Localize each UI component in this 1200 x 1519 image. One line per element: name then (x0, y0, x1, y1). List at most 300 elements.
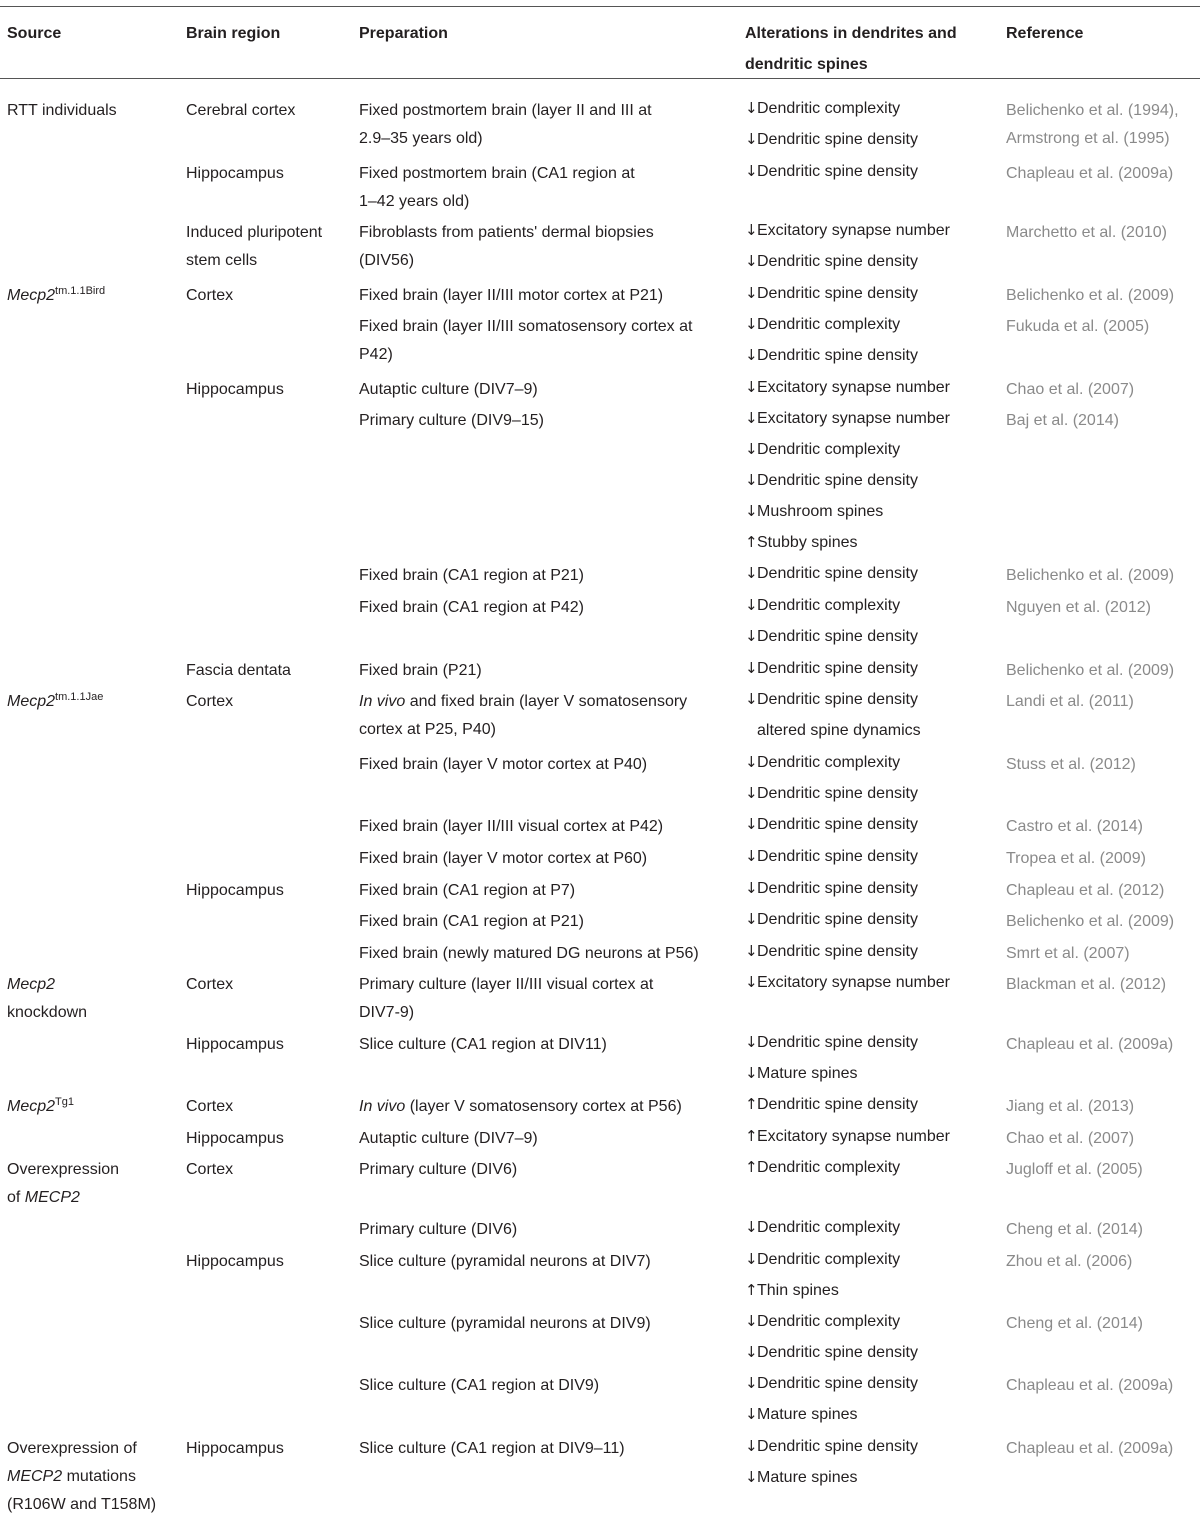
preparation-text: and fixed brain (layer V somatosensory (405, 693, 688, 710)
region-line: Hippocampus (186, 1130, 284, 1147)
preparation-line: Slice culture (CA1 region at DIV9–11) (359, 1440, 625, 1457)
reference-line: Baj et al. (2014) (1006, 412, 1119, 429)
cell-preparation (359, 688, 687, 744)
preparation-line: P42) (359, 346, 393, 363)
region-line: Cortex (186, 287, 234, 304)
cell-reference (1006, 1093, 1134, 1121)
arrow-down-icon: ↓ (745, 471, 758, 489)
cell-brain-region (186, 1248, 284, 1276)
arrow-down-icon: ↓ (745, 815, 758, 833)
alteration-item (745, 1152, 900, 1183)
arrow-down-icon: ↓ (745, 1064, 758, 1082)
cell-preparation (359, 971, 653, 1027)
cell-preparation (359, 313, 692, 369)
source-line: Overexpression (7, 1161, 120, 1178)
cell-preparation (359, 1248, 651, 1276)
cell-brain-region (186, 877, 284, 905)
alteration-label: Dendritic complexity (757, 100, 901, 117)
alteration-item (745, 747, 918, 778)
cell-reference (1006, 376, 1134, 404)
alteration-item (745, 496, 950, 527)
alteration-label: Dendritic complexity (757, 1219, 901, 1236)
alteration-item (745, 590, 918, 621)
cell-source (7, 971, 87, 1027)
alteration-label: Dendritic complexity (757, 754, 901, 771)
cell-brain-region (186, 1125, 284, 1153)
alteration-label: altered spine dynamics (757, 722, 921, 739)
reference-line: Chapleau et al. (2009a) (1006, 1036, 1174, 1053)
alteration-label: Dendritic spine density (757, 1344, 918, 1361)
cell-source (7, 97, 117, 125)
alteration-label: Dendritic spine density (757, 691, 918, 708)
alteration-label: Mushroom spines (757, 503, 884, 520)
preparation-line: Primary culture (DIV9–15) (359, 412, 544, 429)
arrow-down-icon: ↓ (745, 284, 758, 302)
preparation-line: Fibroblasts from patients' dermal biopsies (359, 224, 654, 241)
alteration-label: Dendritic complexity (757, 441, 901, 458)
cell-preparation (359, 657, 482, 685)
cell-alterations (745, 747, 918, 809)
arrow-down-icon: ↓ (745, 1250, 758, 1268)
cell-preparation (359, 908, 584, 936)
alteration-label: Dendritic spine density (757, 565, 918, 582)
source-line: Overexpression of (7, 1440, 137, 1457)
alteration-item (745, 1089, 918, 1120)
alteration-item (745, 124, 918, 155)
cell-alterations (745, 590, 918, 652)
cell-alterations (745, 309, 918, 371)
cell-preparation (359, 813, 663, 841)
cell-alterations (745, 215, 950, 277)
cell-preparation (359, 1435, 625, 1463)
cell-alterations (745, 1431, 918, 1493)
cell-reference (1006, 219, 1167, 247)
alteration-item (745, 558, 918, 589)
header-source: Source (7, 25, 62, 42)
arrow-down-icon: ↓ (745, 221, 758, 239)
alteration-item (745, 873, 918, 904)
alteration-item (745, 1462, 918, 1493)
gene-superscript: tm.1.1Jae (55, 691, 104, 703)
cell-preparation (359, 282, 663, 310)
cell-brain-region (186, 219, 322, 275)
header-preparation: Preparation (359, 25, 448, 42)
reference-line: Jugloff et al. (2005) (1006, 1161, 1143, 1178)
preparation-line: Primary culture (layer II/III visual cortex at (359, 976, 654, 993)
cell-preparation (359, 376, 538, 404)
alteration-label: Mature spines (757, 1065, 858, 1082)
alteration-item (745, 403, 950, 434)
arrow-down-icon: ↓ (745, 784, 758, 802)
region-line: Hippocampus (186, 381, 284, 398)
cell-alterations (745, 684, 921, 746)
cell-reference (1006, 845, 1146, 873)
cell-reference (1006, 1125, 1134, 1153)
alteration-item (745, 1244, 900, 1275)
preparation-line: Fixed brain (newly matured DG neurons at P56) (359, 945, 699, 962)
reference-line: Marchetto et al. (2010) (1006, 224, 1167, 241)
cell-alterations (745, 809, 918, 840)
cell-brain-region (186, 971, 233, 999)
gene-name: Mecp2 (7, 1098, 56, 1115)
cell-preparation (359, 1031, 607, 1059)
cell-preparation (359, 219, 654, 275)
preparation-line: Slice culture (pyramidal neurons at DIV7) (359, 1253, 651, 1270)
cell-reference (1006, 1216, 1143, 1244)
cell-source (7, 1435, 156, 1519)
cell-preparation (359, 562, 584, 590)
arrow-down-icon: ↓ (745, 627, 758, 645)
preparation-line: 2.9–35 years old) (359, 130, 483, 147)
alteration-item (745, 1337, 918, 1368)
alteration-label: Dendritic spine density (757, 1438, 918, 1455)
preparation-line: (DIV56) (359, 252, 415, 269)
arrow-down-icon: ↓ (745, 1312, 758, 1330)
arrow-down-icon: ↓ (745, 252, 758, 270)
arrow-down-icon: ↓ (745, 596, 758, 614)
preparation-line: Fixed brain (CA1 region at P42) (359, 599, 584, 616)
alteration-item (745, 93, 918, 124)
preparation-line: Fixed brain (layer II/III visual cortex at P42) (359, 818, 664, 835)
cell-reference (1006, 1310, 1143, 1338)
cell-alterations (745, 278, 918, 309)
gene-name: Mecp2 (7, 693, 56, 710)
reference-line: Armstrong et al. (1995) (1006, 130, 1170, 147)
arrow-up-icon: ↑ (745, 1127, 758, 1145)
preparation-line: Slice culture (CA1 region at DIV9) (359, 1377, 600, 1394)
cell-alterations (745, 1244, 900, 1306)
alteration-label: Mature spines (757, 1406, 858, 1423)
alteration-label: Stubby spines (757, 534, 858, 551)
reference-line: Belichenko et al. (2009) (1006, 287, 1175, 304)
cell-preparation (359, 940, 699, 968)
arrow-down-icon: ↓ (745, 315, 758, 333)
cell-reference (1006, 813, 1143, 841)
cell-alterations (745, 403, 950, 558)
cell-source (7, 282, 105, 310)
alteration-item (745, 465, 950, 496)
alteration-label: Excitatory synapse number (757, 222, 950, 239)
cell-preparation (359, 594, 584, 622)
alteration-item (745, 156, 918, 187)
reference-line: Belichenko et al. (2009) (1006, 913, 1175, 930)
arrow-down-icon: ↓ (745, 378, 758, 396)
alteration-item (745, 1275, 900, 1306)
cell-reference (1006, 1248, 1132, 1276)
cell-reference (1006, 971, 1166, 999)
alteration-item (745, 621, 918, 652)
preparation-line: Autaptic culture (DIV7–9) (359, 1130, 538, 1147)
alteration-item (745, 1306, 918, 1337)
alteration-label: Dendritic spine density (757, 848, 918, 865)
alteration-item (745, 936, 918, 967)
alteration-label: Dendritic spine density (757, 253, 918, 270)
cell-alterations (745, 1089, 918, 1120)
arrow-down-icon: ↓ (745, 162, 758, 180)
arrow-up-icon: ↑ (745, 1158, 758, 1176)
reference-line: Jiang et al. (2013) (1006, 1098, 1135, 1115)
top-rule (0, 6, 1200, 7)
arrow-down-icon: ↓ (745, 564, 758, 582)
reference-line: Landi et al. (2011) (1006, 693, 1134, 710)
arrow-down-icon: ↓ (745, 942, 758, 960)
cell-reference (1006, 282, 1174, 310)
region-line: Cortex (186, 693, 234, 710)
arrow-down-icon: ↓ (745, 440, 758, 458)
preparation-line: Slice culture (CA1 region at DIV11) (359, 1036, 607, 1053)
cell-preparation (359, 1372, 599, 1400)
cell-reference (1006, 313, 1149, 341)
preparation-line: Fixed brain (CA1 region at P7) (359, 882, 576, 899)
reference-line: Stuss et al. (2012) (1006, 756, 1136, 773)
alteration-label: Dendritic spine density (757, 163, 918, 180)
arrow-down-icon: ↓ (745, 910, 758, 928)
preparation-line: Fixed brain (layer V motor cortex at P40) (359, 756, 648, 773)
cell-reference (1006, 1372, 1173, 1400)
cell-alterations (745, 873, 918, 904)
arrow-down-icon: ↓ (745, 1437, 758, 1455)
preparation-italic: In vivo (359, 1098, 406, 1115)
arrow-down-icon: ↓ (745, 346, 758, 364)
alteration-item (745, 434, 950, 465)
arrow-down-icon: ↓ (745, 130, 758, 148)
cell-alterations (745, 936, 918, 967)
preparation-line: Slice culture (pyramidal neurons at DIV9) (359, 1315, 651, 1332)
source-text: of (7, 1189, 25, 1206)
cell-brain-region (186, 282, 233, 310)
cell-alterations (745, 1027, 918, 1089)
cell-reference (1006, 97, 1179, 153)
alteration-label: Thin spines (757, 1282, 839, 1299)
arrow-down-icon: ↓ (745, 502, 758, 520)
reference-line: Chapleau et al. (2009a) (1006, 1440, 1174, 1457)
arrow-down-icon: ↓ (745, 753, 758, 771)
alteration-item (745, 809, 918, 840)
alteration-label: Dendritic spine density (757, 1375, 918, 1392)
preparation-line: Fixed brain (layer V motor cortex at P60) (359, 850, 648, 867)
cell-reference (1006, 688, 1134, 716)
arrow-up-icon: ↑ (745, 1095, 758, 1113)
arrow-up-icon: ↑ (745, 1281, 758, 1299)
cell-reference (1006, 594, 1151, 622)
alteration-item (745, 1121, 950, 1152)
alteration-item (745, 246, 950, 277)
region-line: Induced pluripotent (186, 224, 323, 241)
region-line: Hippocampus (186, 165, 284, 182)
arrow-up-icon: ↑ (745, 533, 758, 551)
alteration-label: Dendritic complexity (757, 1251, 901, 1268)
cell-alterations (745, 653, 918, 684)
cell-alterations (745, 841, 918, 872)
arrow-down-icon: ↓ (745, 409, 758, 427)
alteration-label: Excitatory synapse number (757, 379, 950, 396)
alteration-item (745, 1058, 918, 1089)
reference-line: Cheng et al. (2014) (1006, 1315, 1143, 1332)
cell-reference (1006, 1156, 1143, 1184)
preparation-line: cortex at P25, P40) (359, 721, 496, 738)
arrow-down-icon: ↓ (745, 690, 758, 708)
preparation-line: Fixed brain (layer II/III somatosensory cortex at (359, 318, 693, 335)
alteration-label: Dendritic complexity (757, 1159, 901, 1176)
alteration-label: Dendritic complexity (757, 597, 901, 614)
alteration-item (745, 309, 918, 340)
gene-superscript: Tg1 (55, 1096, 74, 1108)
cell-brain-region (186, 376, 284, 404)
preparation-italic: In vivo (359, 693, 406, 710)
alteration-label: Dendritic spine density (757, 628, 918, 645)
cell-alterations (745, 93, 918, 155)
cell-reference (1006, 908, 1174, 936)
cell-reference (1006, 407, 1119, 435)
cell-reference (1006, 1435, 1173, 1463)
alteration-item (745, 1431, 918, 1462)
cell-alterations (745, 1306, 918, 1368)
reference-line: Chao et al. (2007) (1006, 381, 1135, 398)
reference-line: Castro et al. (2014) (1006, 818, 1143, 835)
region-line: Cortex (186, 976, 234, 993)
cell-brain-region (186, 1031, 284, 1059)
reference-line: Chapleau et al. (2009a) (1006, 1377, 1174, 1394)
alteration-label: Dendritic spine density (757, 943, 918, 960)
preparation-line: Fixed postmortem brain (layer II and III at (359, 102, 652, 119)
alteration-label: Dendritic spine density (757, 880, 918, 897)
cell-reference (1006, 751, 1136, 779)
gene-name: MECP2 (7, 1468, 63, 1485)
cell-preparation (359, 751, 647, 779)
alteration-item (745, 278, 918, 309)
reference-line: Chapleau et al. (2012) (1006, 882, 1165, 899)
alteration-item (745, 653, 918, 684)
arrow-down-icon: ↓ (745, 1468, 758, 1486)
header-alterations-line2: dendritic spines (745, 56, 868, 73)
alteration-label: Dendritic spine density (757, 1096, 918, 1113)
arrow-down-icon: ↓ (745, 879, 758, 897)
arrow-down-icon: ↓ (745, 1405, 758, 1423)
gene-name: Mecp2 (7, 976, 56, 993)
cell-brain-region (186, 97, 295, 125)
cell-source (7, 688, 103, 716)
source-line: (R106W and T158M) (7, 1496, 157, 1513)
region-line: Hippocampus (186, 882, 284, 899)
gene-name: Mecp2 (7, 287, 56, 304)
reference-line: Tropea et al. (2009) (1006, 850, 1146, 867)
arrow-down-icon: ↓ (745, 659, 758, 677)
preparation-line: Primary culture (DIV6) (359, 1221, 518, 1238)
cell-preparation (359, 1216, 517, 1244)
alteration-item (745, 527, 950, 558)
cell-reference (1006, 1031, 1173, 1059)
alteration-label: Dendritic spine density (757, 285, 918, 302)
gene-superscript: tm.1.1Bird (55, 285, 106, 297)
cell-brain-region (186, 160, 284, 188)
alteration-item (745, 904, 918, 935)
preparation-text: (layer V somatosensory cortex at P56) (405, 1098, 682, 1115)
region-line: Cortex (186, 1098, 234, 1115)
arrow-down-icon: ↓ (745, 1218, 758, 1236)
preparation-line: Fixed brain (CA1 region at P21) (359, 913, 584, 930)
reference-line: Zhou et al. (2006) (1006, 1253, 1133, 1270)
alteration-item (745, 841, 918, 872)
cell-brain-region (186, 1093, 233, 1121)
arrow-down-icon: ↓ (745, 1033, 758, 1051)
alteration-item (745, 967, 950, 998)
cell-alterations (745, 1121, 950, 1152)
cell-source (7, 1156, 119, 1212)
reference-line: Belichenko et al. (2009) (1006, 567, 1175, 584)
alteration-item (745, 778, 918, 809)
cell-reference (1006, 877, 1164, 905)
alteration-label: Excitatory synapse number (757, 1128, 950, 1145)
alteration-label: Dendritic spine density (757, 911, 918, 928)
reference-line: Nguyen et al. (2012) (1006, 599, 1151, 616)
reference-line: Smrt et al. (2007) (1006, 945, 1130, 962)
cell-brain-region (186, 657, 291, 685)
arrow-down-icon: ↓ (745, 973, 758, 991)
cell-preparation (359, 845, 647, 873)
alteration-label: Dendritic spine density (757, 472, 918, 489)
preparation-line: Autaptic culture (DIV7–9) (359, 381, 538, 398)
cell-alterations (745, 904, 918, 935)
preparation-line: DIV7-9) (359, 1004, 415, 1021)
cell-alterations (745, 1152, 900, 1183)
cell-reference (1006, 940, 1130, 968)
cell-source (7, 1093, 74, 1121)
alteration-label: Dendritic spine density (757, 1034, 918, 1051)
reference-line: Chapleau et al. (2009a) (1006, 165, 1174, 182)
arrow-down-icon: ↓ (745, 1374, 758, 1392)
alteration-label: Excitatory synapse number (757, 410, 950, 427)
region-line: Hippocampus (186, 1253, 284, 1270)
alteration-label: Dendritic complexity (757, 316, 901, 333)
cell-preparation (359, 160, 635, 216)
region-line: Hippocampus (186, 1036, 284, 1053)
cell-preparation (359, 97, 652, 153)
cell-brain-region (186, 1156, 233, 1184)
arrow-down-icon: ↓ (745, 847, 758, 865)
cell-alterations (745, 1368, 918, 1430)
alteration-item (745, 215, 950, 246)
cell-preparation (359, 1125, 538, 1153)
source-text: knockdown (7, 1004, 88, 1021)
alteration-item (745, 1399, 918, 1430)
header-alterations-line1: Alterations in dendrites and (745, 25, 957, 42)
cell-alterations (745, 156, 918, 187)
alteration-label: Dendritic spine density (757, 347, 918, 364)
cell-preparation (359, 877, 575, 905)
preparation-line: Fixed brain (layer II/III motor cortex at P21) (359, 287, 664, 304)
alteration-item (745, 340, 918, 371)
header-rule (0, 78, 1200, 79)
alteration-item (745, 1368, 918, 1399)
cell-preparation (359, 1156, 517, 1184)
region-line: Cerebral cortex (186, 102, 296, 119)
preparation-line: Fixed postmortem brain (CA1 region at (359, 165, 635, 182)
alteration-label: Dendritic spine density (757, 131, 918, 148)
region-line: Fascia dentata (186, 662, 291, 679)
region-line: stem cells (186, 252, 258, 269)
region-line: Hippocampus (186, 1440, 284, 1457)
cell-alterations (745, 1212, 900, 1243)
source-line: RTT individuals (7, 102, 117, 119)
reference-line: Chao et al. (2007) (1006, 1130, 1135, 1147)
gene-name: MECP2 (24, 1189, 80, 1206)
cell-preparation (359, 1310, 651, 1338)
header-brain-region: Brain region (186, 25, 281, 42)
header-alterations (745, 18, 957, 80)
preparation-line: Fixed brain (P21) (359, 662, 482, 679)
reference-line: Belichenko et al. (2009) (1006, 662, 1175, 679)
preparation-line: Fixed brain (CA1 region at P21) (359, 567, 584, 584)
